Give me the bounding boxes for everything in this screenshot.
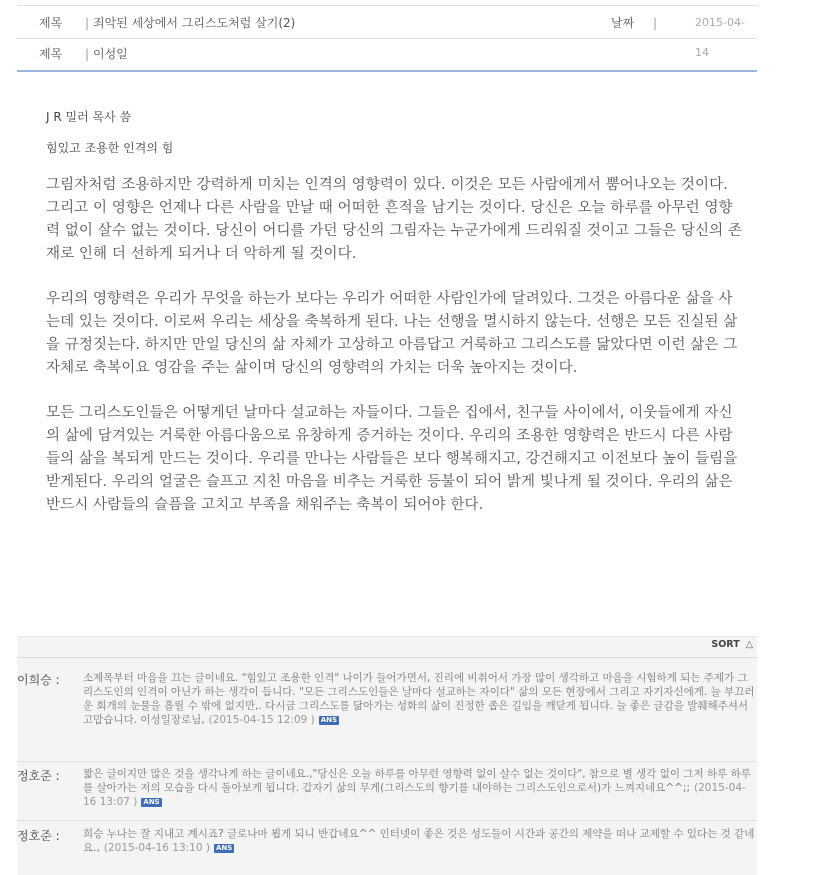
title-label: 제목 bbox=[39, 16, 63, 30]
comment-divider bbox=[17, 820, 757, 821]
reply-button[interactable]: ANS bbox=[215, 844, 233, 852]
comment-body: 짧은 글이지만 많은 것을 생각나게 하는 글이네요.,"당신은 오늘 하루를 아무런 영향력 없이 살수 없는 것이다", 참으로 별 생각 없이 그저 하루 하루를 살아가는 저의 모습을 다시 돌아보게 됩니다. 갑자기 삶의 무게(그리스도의 향기를 내야하는 그리스도인으로서)가 느껴지네요^^;; bbox=[83, 768, 751, 794]
reply-button[interactable]: ANS bbox=[320, 716, 338, 724]
article-author-line: J R 밀러 목사 씀 bbox=[46, 110, 132, 124]
article-paragraph-2: 우리의 영향력은 우리가 무엇을 하는가 보다는 우리가 어떠한 사람인가에 달려있다. 그것은 아름다운 삶을 사는데 있는 것이다. 이로써 우리는 세상을 축복하게 된다. 나는 선행을 멸시하지 않는다. 선행은 모든 진실된 삶을 규정짓는다. 하지만 만일 당신의 삶 자체가 고상하고 아름답고 거룩하고 그리스도를 닮았다면 이런 삶은 그 자체로 축복이요 영감을 주는 삶이며 당신의 영향력의 가치는 더욱 높아지는 것이다. bbox=[46, 291, 738, 376]
header-author-row bbox=[17, 39, 757, 69]
comment-author: 정호준 : bbox=[17, 769, 60, 783]
post-date: 2015-04-14 bbox=[695, 16, 745, 59]
comments-section bbox=[17, 636, 757, 875]
comment-author: 정호준 : bbox=[17, 829, 60, 843]
date-label: 날짜 bbox=[611, 16, 635, 30]
article-paragraph-1: 그림자처럼 조용하지만 강력하게 미치는 인격의 영향력이 있다. 이것은 모든 사람에게서 뿜어나오는 것이다. 그리고 이 영향은 언제나 다른 사람을 만날 때 어떠한 흔적을 남기는 것이다. 당신은 오늘 하루를 아무런 영향력 없이 살수 없는 것이다. 당신이 어디를 가던 당신의 그림자는 누군가에게 드리워질 것이고 그들은 당신의 존재로 인해 더 선하게 되거나 더 악하게 될 것이다. bbox=[46, 177, 743, 262]
author-label: 제목 bbox=[39, 47, 63, 61]
comment-author: 이희승 : bbox=[17, 673, 60, 687]
header-bottom-border bbox=[17, 70, 757, 72]
comment-date: (2015-04-15 12:09 ) bbox=[208, 714, 315, 726]
sort-label: SORT bbox=[711, 639, 740, 650]
comment-body: 소제목부터 마음을 끄는 글이네요. "힘있고 조용한 인격" 나이가 들어가면서, 진리에 비취어서 가장 많이 생각하고 마음을 시험하게 되는 주제가 그리스도인의 인격이 아닌가 하는 생각이 듭니다. "모든 그리스도인들은 날마다 설교하는 자이다" 삶의 모든 현장에서 그리고 자기자신에게. 늘 부끄러운 회개의 눈물을 흘릴 수 밖에 없지만,. 다시금 그리스도를 닮아가는 성화의 삶이 진정한 좁은 길임을 깨닫게 됩니다. 늘 좋은 글감을 발췌해주셔서 고맙습니다. 이성일장로님, bbox=[83, 672, 755, 726]
article-subtitle: 힘있고 조용한 인격의 힘 bbox=[46, 141, 174, 155]
comment-date: (2015-04-16 13:10 ) bbox=[103, 842, 210, 854]
comment-divider bbox=[17, 761, 757, 762]
post-author: 이성일 bbox=[93, 47, 128, 61]
comment-text bbox=[83, 827, 755, 855]
comment-text bbox=[83, 767, 755, 809]
article-body bbox=[46, 108, 746, 539]
header-top-border bbox=[17, 5, 757, 6]
comment-text bbox=[83, 671, 755, 727]
title-separator: | bbox=[85, 16, 90, 30]
sort-button[interactable] bbox=[711, 639, 753, 650]
sort-triangle-icon: △ bbox=[745, 639, 753, 650]
reply-button[interactable]: ANS bbox=[143, 798, 160, 806]
sort-divider bbox=[17, 657, 757, 658]
comment-date: (2015-04-16 13:07 ) bbox=[83, 782, 746, 808]
date-separator: | bbox=[653, 16, 658, 30]
post-title: 죄악된 세상에서 그리스도처럼 살기(2) bbox=[93, 16, 296, 30]
author-separator: | bbox=[85, 47, 90, 61]
article-paragraph-3: 모든 그리스도인들은 어떻게던 날마다 설교하는 자들이다. 그들은 집에서, 친구들 사이에서, 이웃들에게 자신의 삶에 담겨있는 거룩한 아름다움으로 유창하게 증거하는 것이다. 우리의 조용한 영향력은 반드시 다른 사람들의 삶을 복되게 만드는 것이다. 우리를 만나는 사람들은 보다 행복해지고, 강건해지고 이전보다 높이 들림을 받게된다. 우리의 얼굴은 슬프고 지친 마음을 비추는 거룩한 등불이 되어 밝게 빛나게 될 것이다. 우리의 삶은 반드시 사람들의 슬픔을 고치고 부족을 채워주는 축복이 되어야 한다. bbox=[46, 405, 738, 513]
comment-body: 희승 누나는 잘 지내고 계시죠? 글로나마 뵙게 되니 반갑네요^^ 인터넷이 좋은 것은 성도들이 시간과 공간의 제약을 떠나 교제할 수 있다는 것 같네요., bbox=[83, 828, 755, 854]
